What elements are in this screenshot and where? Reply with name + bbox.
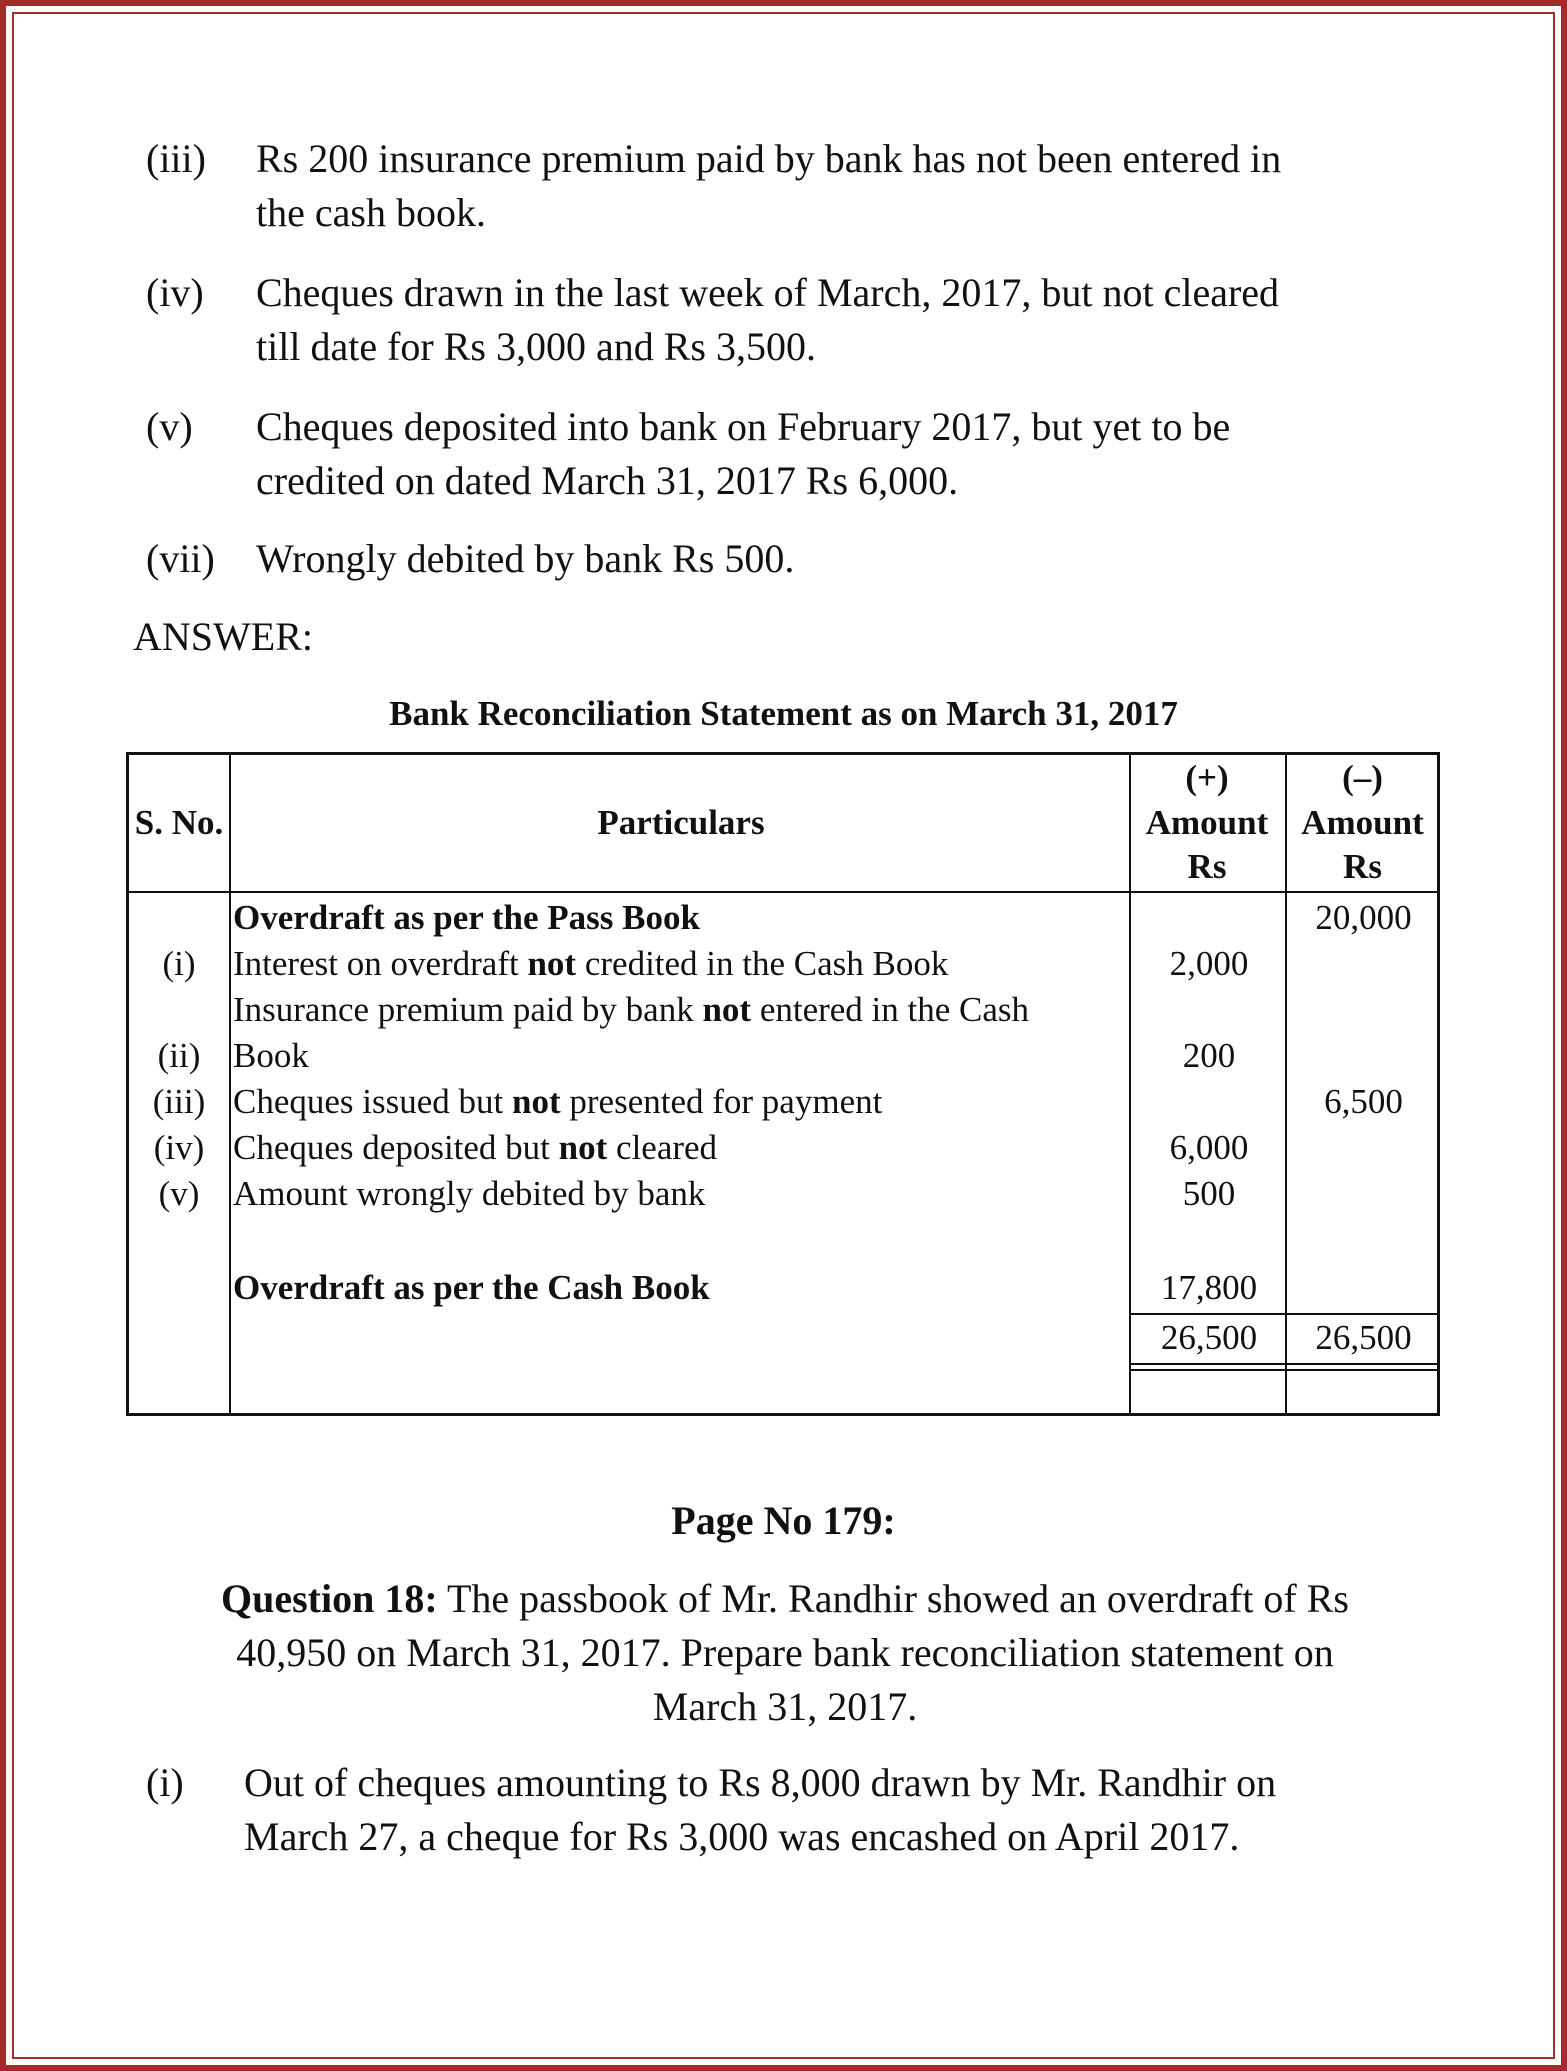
row-plus-amount: 500: [1182, 1174, 1236, 1213]
row-particulars: Overdraft as per the Pass Book: [233, 898, 700, 937]
row-sno: (v): [158, 1174, 200, 1213]
row-sno: (ii): [157, 1036, 201, 1075]
item-line: Cheques drawn in the last week of March, 2017, but not cleared: [256, 270, 1280, 315]
item-line: the cash book.: [256, 190, 486, 235]
item-line: Cheques deposited into bank on February 2017, but yet to be: [256, 404, 1231, 449]
row-plus-amount: 200: [1182, 1036, 1236, 1075]
table-row: [129, 1079, 1440, 1125]
closing-plus-amount: 17,800: [1160, 1268, 1258, 1307]
item-number: (v): [146, 404, 193, 449]
row-particulars: Book: [233, 1036, 309, 1075]
total-minus: 26,500: [1315, 1318, 1412, 1357]
row-particulars: Cheques deposited but not cleared: [233, 1128, 718, 1167]
answer-label: ANSWER:: [133, 614, 313, 659]
row-minus-amount: 6,500: [1324, 1082, 1403, 1121]
table-row: [129, 1125, 1440, 1171]
table-divider: [1129, 1369, 1440, 1371]
item-line: credited on dated March 31, 2017 Rs 6,000.: [256, 458, 959, 503]
header-particulars: Particulars: [597, 803, 765, 842]
header-minus-sign: (–): [1342, 758, 1383, 797]
table-divider: [129, 891, 1440, 893]
row-particulars: Insurance premium paid by bank not entered in the Cash: [233, 990, 1030, 1029]
table-row: [129, 1171, 1440, 1217]
question-text: [150, 1572, 1420, 1734]
item-line: Wrongly debited by bank Rs 500.: [256, 536, 795, 581]
item-number: (iv): [146, 270, 204, 315]
item-line: March 27, a cheque for Rs 3,000 was encashed on April 2017.: [244, 1814, 1240, 1859]
item-line: till date for Rs 3,000 and Rs 3,500.: [256, 324, 816, 369]
row-sno: (iii): [152, 1082, 206, 1121]
question-label: Question 18:: [220, 1576, 438, 1621]
total-plus: 26,500: [1160, 1318, 1258, 1357]
item-number: (vii): [146, 536, 215, 581]
page-number-heading: Page No 179:: [671, 1498, 896, 1543]
table-row: [129, 987, 1440, 1033]
header-plus-sign: (+): [1185, 758, 1229, 797]
row-plus-amount: 6,000: [1169, 1128, 1249, 1167]
question-line: The passbook of Mr. Randhir showed an overdraft of Rs: [437, 1576, 1349, 1621]
table-divider: [1129, 1363, 1440, 1365]
reconciliation-table: [126, 752, 1440, 1416]
row-particulars: Cheques issued but not presented for payment: [233, 1082, 883, 1121]
question-line: March 31, 2017.: [652, 1684, 918, 1729]
row-sno: (i): [162, 944, 196, 983]
statement-title-text: Bank Reconciliation Statement as on March 31, 2017: [389, 694, 1178, 733]
item-number: (iii): [146, 136, 206, 181]
header-sno: S. No.: [134, 803, 224, 842]
row-particulars: Interest on overdraft not credited in the Cash Book: [233, 944, 949, 983]
row-sno: (iv): [153, 1128, 205, 1167]
statement-title: [0, 690, 1567, 738]
row-plus-amount: 2,000: [1169, 944, 1249, 983]
table-row-closing: [129, 1265, 1440, 1311]
table-row: [129, 895, 1440, 941]
header-minus-unit: Rs: [1343, 847, 1382, 886]
header-plus-amount: Amount: [1145, 803, 1269, 842]
row-particulars: Amount wrongly debited by bank: [233, 1174, 706, 1213]
item-line: Out of cheques amounting to Rs 8,000 drawn by Mr. Randhir on: [244, 1760, 1277, 1805]
header-plus-unit: Rs: [1187, 847, 1227, 886]
table-row: [129, 941, 1440, 987]
closing-label: Overdraft as per the Cash Book: [233, 1268, 710, 1307]
table-row: [129, 1033, 1440, 1079]
row-minus-amount: 20,000: [1315, 898, 1412, 937]
item-number: (i): [146, 1760, 184, 1805]
table-row-totals: [129, 1315, 1440, 1361]
item-line: Rs 200 insurance premium paid by bank has not been entered in: [256, 136, 1282, 181]
header-minus-amount: Amount: [1301, 803, 1424, 842]
question-line: 40,950 on March 31, 2017. Prepare bank reconciliation statement on: [236, 1630, 1334, 1675]
